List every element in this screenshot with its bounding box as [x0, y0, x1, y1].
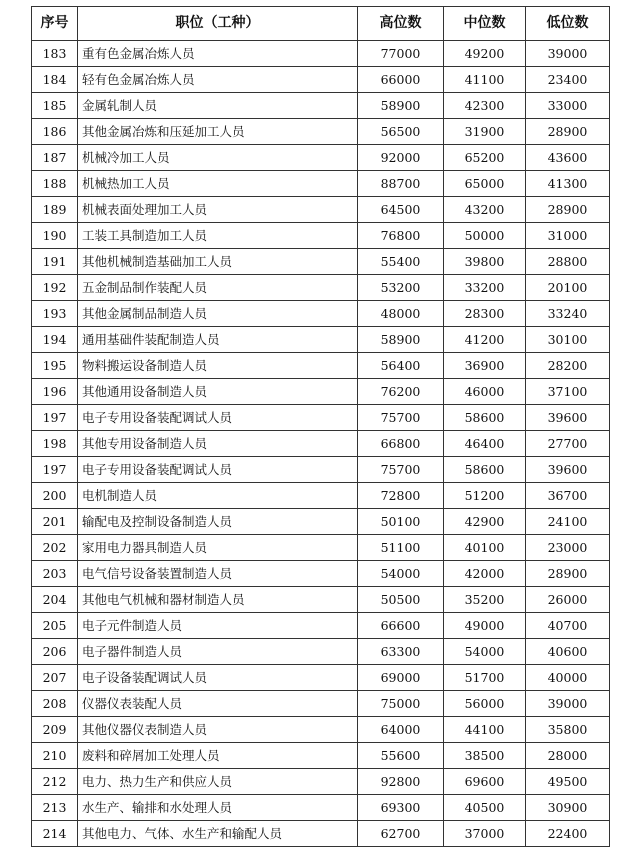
cell-low: 33240	[526, 301, 610, 327]
cell-high: 50100	[358, 509, 444, 535]
cell-position: 轻有色金属冶炼人员	[78, 67, 358, 93]
cell-high: 55400	[358, 249, 444, 275]
cell-seq: 188	[32, 171, 78, 197]
cell-median: 35200	[444, 587, 526, 613]
cell-position: 机械冷加工人员	[78, 145, 358, 171]
cell-low: 49500	[526, 769, 610, 795]
cell-position: 电力、热力生产和供应人员	[78, 769, 358, 795]
cell-median: 40500	[444, 795, 526, 821]
cell-seq: 212	[32, 769, 78, 795]
cell-seq: 197	[32, 457, 78, 483]
table-row	[32, 93, 610, 119]
cell-position: 通用基础件装配制造人员	[78, 327, 358, 353]
cell-high: 58900	[358, 327, 444, 353]
cell-position: 家用电力器具制造人员	[78, 535, 358, 561]
cell-median: 49000	[444, 613, 526, 639]
table-row	[32, 379, 610, 405]
table-row	[32, 353, 610, 379]
cell-seq: 185	[32, 93, 78, 119]
cell-low: 28800	[526, 249, 610, 275]
table-row	[32, 145, 610, 171]
cell-median: 44100	[444, 717, 526, 743]
cell-low: 41300	[526, 171, 610, 197]
table-row	[32, 535, 610, 561]
cell-low: 30900	[526, 795, 610, 821]
cell-low: 23400	[526, 67, 610, 93]
cell-low: 40000	[526, 665, 610, 691]
header-median: 中位数	[444, 7, 526, 41]
table-row	[32, 249, 610, 275]
cell-low: 20100	[526, 275, 610, 301]
table-row	[32, 119, 610, 145]
cell-position: 其他机械制造基础加工人员	[78, 249, 358, 275]
cell-position: 其他专用设备制造人员	[78, 431, 358, 457]
cell-seq: 207	[32, 665, 78, 691]
cell-low: 28900	[526, 119, 610, 145]
cell-low: 40600	[526, 639, 610, 665]
cell-high: 75000	[358, 691, 444, 717]
table-row	[32, 275, 610, 301]
cell-seq: 197	[32, 405, 78, 431]
cell-low: 39600	[526, 457, 610, 483]
cell-high: 66000	[358, 67, 444, 93]
cell-high: 92800	[358, 769, 444, 795]
cell-position: 仪器仪表装配人员	[78, 691, 358, 717]
table-row	[32, 431, 610, 457]
cell-high: 55600	[358, 743, 444, 769]
cell-seq: 184	[32, 67, 78, 93]
cell-median: 31900	[444, 119, 526, 145]
cell-high: 69000	[358, 665, 444, 691]
cell-median: 39800	[444, 249, 526, 275]
cell-median: 42900	[444, 509, 526, 535]
cell-position: 其他电力、气体、水生产和输配人员	[78, 821, 358, 847]
table-row	[32, 613, 610, 639]
cell-high: 48000	[358, 301, 444, 327]
cell-high: 51100	[358, 535, 444, 561]
table-row	[32, 795, 610, 821]
cell-median: 41100	[444, 67, 526, 93]
cell-median: 38500	[444, 743, 526, 769]
cell-median: 36900	[444, 353, 526, 379]
cell-median: 54000	[444, 639, 526, 665]
table-row	[32, 691, 610, 717]
cell-position: 其他通用设备制造人员	[78, 379, 358, 405]
cell-median: 42000	[444, 561, 526, 587]
cell-median: 41200	[444, 327, 526, 353]
cell-seq: 209	[32, 717, 78, 743]
table-row	[32, 41, 610, 67]
cell-high: 66600	[358, 613, 444, 639]
cell-high: 56500	[358, 119, 444, 145]
cell-seq: 198	[32, 431, 78, 457]
cell-low: 28900	[526, 197, 610, 223]
cell-median: 40100	[444, 535, 526, 561]
cell-position: 其他金属制品制造人员	[78, 301, 358, 327]
cell-position: 电子专用设备装配调试人员	[78, 405, 358, 431]
cell-high: 63300	[358, 639, 444, 665]
cell-median: 65200	[444, 145, 526, 171]
table-header-row	[32, 7, 610, 41]
cell-position: 其他电气机械和器材制造人员	[78, 587, 358, 613]
cell-seq: 208	[32, 691, 78, 717]
cell-low: 39600	[526, 405, 610, 431]
cell-median: 50000	[444, 223, 526, 249]
cell-position: 物料搬运设备制造人员	[78, 353, 358, 379]
cell-high: 92000	[358, 145, 444, 171]
table-row	[32, 67, 610, 93]
cell-high: 64500	[358, 197, 444, 223]
cell-low: 36700	[526, 483, 610, 509]
header-low: 低位数	[526, 7, 610, 41]
salary-table	[31, 6, 610, 847]
table-row	[32, 405, 610, 431]
cell-median: 51200	[444, 483, 526, 509]
cell-high: 75700	[358, 405, 444, 431]
table-row	[32, 665, 610, 691]
cell-position: 其他金属冶炼和压延加工人员	[78, 119, 358, 145]
cell-position: 输配电及控制设备制造人员	[78, 509, 358, 535]
cell-low: 24100	[526, 509, 610, 535]
cell-seq: 195	[32, 353, 78, 379]
cell-median: 46000	[444, 379, 526, 405]
cell-seq: 210	[32, 743, 78, 769]
cell-low: 39000	[526, 691, 610, 717]
cell-seq: 190	[32, 223, 78, 249]
cell-seq: 206	[32, 639, 78, 665]
cell-low: 33000	[526, 93, 610, 119]
table-row	[32, 717, 610, 743]
cell-seq: 194	[32, 327, 78, 353]
cell-position: 废料和碎屑加工处理人员	[78, 743, 358, 769]
table-row	[32, 561, 610, 587]
cell-position: 电子设备装配调试人员	[78, 665, 358, 691]
cell-low: 23000	[526, 535, 610, 561]
cell-median: 56000	[444, 691, 526, 717]
cell-position: 机械热加工人员	[78, 171, 358, 197]
cell-seq: 192	[32, 275, 78, 301]
table-row	[32, 769, 610, 795]
cell-seq: 193	[32, 301, 78, 327]
cell-low: 28900	[526, 561, 610, 587]
cell-seq: 213	[32, 795, 78, 821]
cell-median: 37000	[444, 821, 526, 847]
cell-low: 40700	[526, 613, 610, 639]
cell-position: 重有色金属冶炼人员	[78, 41, 358, 67]
table-row	[32, 821, 610, 847]
cell-low: 43600	[526, 145, 610, 171]
cell-position: 工装工具制造加工人员	[78, 223, 358, 249]
cell-position: 机械表面处理加工人员	[78, 197, 358, 223]
cell-median: 58600	[444, 405, 526, 431]
cell-low: 37100	[526, 379, 610, 405]
table-row	[32, 743, 610, 769]
cell-seq: 187	[32, 145, 78, 171]
table-row	[32, 197, 610, 223]
cell-low: 30100	[526, 327, 610, 353]
cell-median: 46400	[444, 431, 526, 457]
cell-seq: 205	[32, 613, 78, 639]
cell-position: 电气信号设备装置制造人员	[78, 561, 358, 587]
cell-seq: 200	[32, 483, 78, 509]
cell-high: 75700	[358, 457, 444, 483]
cell-seq: 189	[32, 197, 78, 223]
cell-median: 65000	[444, 171, 526, 197]
table-row	[32, 223, 610, 249]
table-body	[32, 41, 610, 847]
cell-position: 其他仪器仪表制造人员	[78, 717, 358, 743]
cell-median: 42300	[444, 93, 526, 119]
table-row	[32, 457, 610, 483]
cell-high: 53200	[358, 275, 444, 301]
table-row	[32, 639, 610, 665]
cell-position: 电子器件制造人员	[78, 639, 358, 665]
cell-high: 69300	[358, 795, 444, 821]
header-position: 职位（工种）	[78, 7, 358, 41]
cell-seq: 214	[32, 821, 78, 847]
cell-seq: 202	[32, 535, 78, 561]
cell-high: 58900	[358, 93, 444, 119]
cell-median: 28300	[444, 301, 526, 327]
table-row	[32, 483, 610, 509]
cell-position: 电机制造人员	[78, 483, 358, 509]
cell-seq: 191	[32, 249, 78, 275]
cell-low: 22400	[526, 821, 610, 847]
cell-high: 62700	[358, 821, 444, 847]
cell-high: 76200	[358, 379, 444, 405]
cell-high: 72800	[358, 483, 444, 509]
table-row	[32, 587, 610, 613]
cell-seq: 196	[32, 379, 78, 405]
cell-median: 58600	[444, 457, 526, 483]
cell-position: 五金制品制作装配人员	[78, 275, 358, 301]
cell-seq: 204	[32, 587, 78, 613]
cell-low: 35800	[526, 717, 610, 743]
cell-low: 26000	[526, 587, 610, 613]
table-row	[32, 327, 610, 353]
cell-median: 43200	[444, 197, 526, 223]
header-seq: 序号	[32, 7, 78, 41]
cell-high: 56400	[358, 353, 444, 379]
cell-low: 28200	[526, 353, 610, 379]
cell-median: 51700	[444, 665, 526, 691]
cell-seq: 201	[32, 509, 78, 535]
table-row	[32, 509, 610, 535]
cell-position: 电子专用设备装配调试人员	[78, 457, 358, 483]
cell-median: 49200	[444, 41, 526, 67]
cell-high: 77000	[358, 41, 444, 67]
cell-high: 50500	[358, 587, 444, 613]
cell-position: 水生产、输排和水处理人员	[78, 795, 358, 821]
cell-seq: 183	[32, 41, 78, 67]
cell-seq: 203	[32, 561, 78, 587]
cell-low: 27700	[526, 431, 610, 457]
cell-median: 33200	[444, 275, 526, 301]
table-row	[32, 171, 610, 197]
cell-position: 金属轧制人员	[78, 93, 358, 119]
cell-high: 88700	[358, 171, 444, 197]
table-row	[32, 301, 610, 327]
cell-low: 28000	[526, 743, 610, 769]
cell-high: 64000	[358, 717, 444, 743]
cell-low: 31000	[526, 223, 610, 249]
cell-high: 66800	[358, 431, 444, 457]
cell-low: 39000	[526, 41, 610, 67]
cell-high: 54000	[358, 561, 444, 587]
cell-position: 电子元件制造人员	[78, 613, 358, 639]
header-high: 高位数	[358, 7, 444, 41]
cell-median: 69600	[444, 769, 526, 795]
cell-high: 76800	[358, 223, 444, 249]
cell-seq: 186	[32, 119, 78, 145]
